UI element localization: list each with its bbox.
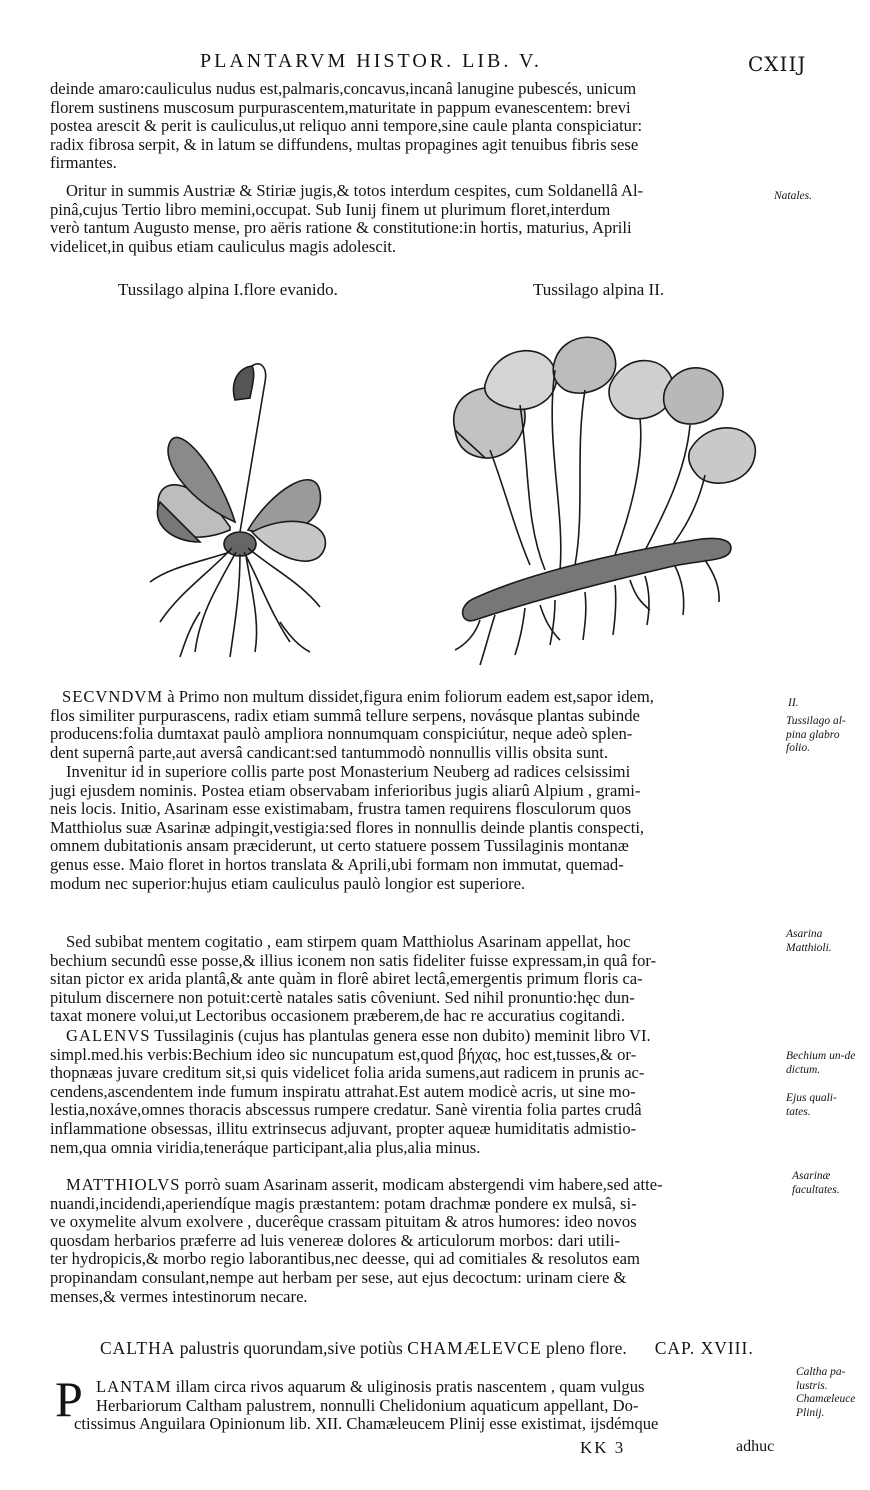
- text-line: Invenitur id in superiore collis parte post Monasterium Neuberg ad radices celsissimi: [66, 762, 631, 781]
- page-header: [200, 50, 807, 82]
- text-line: [50, 1027, 785, 1046]
- lead-word: GALENVS: [66, 1026, 151, 1045]
- paragraph-1: [50, 80, 785, 173]
- text-span: porrò suam Asarinam asserit, modicam abstergendi vim habere,sed atte-: [180, 1175, 663, 1194]
- text-line: cendens,ascendentem inde fumum inspiratu attrahat.Est autem modicè acris, ut sine mo-: [50, 1081, 636, 1101]
- margin-note-caltha-palustris: Caltha pa-lustris. Chamæleuce Plinij.: [796, 1366, 856, 1419]
- text-line: dent supernâ parte,aut aversâ candicant:sed tantummodò nonnullis villis obsita sunt.: [50, 742, 609, 762]
- heading-chamaeleuce: CHAMÆLEVCE: [407, 1338, 542, 1358]
- text-line: ter hydropicis,& morbo regio laborantibus,nec deesse, qui ad comitiales & resolutos eam: [50, 1249, 640, 1269]
- text-line: [96, 1378, 786, 1397]
- text-line: verò tantum Augusto mense, pro aëris ratione & constitutione:in hortis, maturius, Aprili: [50, 218, 632, 238]
- text-line: florem sustinens muscosum purpurascentem,maturitate in pappum evanescentem: brevi: [50, 97, 631, 117]
- lead-word: LANTAM: [96, 1377, 172, 1396]
- text-line: omnem dubitationis ansam præciderunt, ut certo statuere possem Tussilaginis montanæ: [50, 836, 629, 856]
- text-line: thopnæas juvare creditum sit,si quis videlicet folia arida sumens,aut radicem in prunis ac-: [50, 1063, 645, 1083]
- figure-tussilago-alpina-ii: [435, 330, 770, 670]
- text-span: à Primo non multum dissidet,figura enim foliorum eadem est,sapor idem,: [163, 687, 654, 706]
- text-line: simpl.med.his verbis:Bechium ideo sic nuncupatum est,quod βήχας, hoc est,tusses,& or-: [50, 1044, 637, 1064]
- margin-note-bechium: Bechium un-de dictum.: [786, 1050, 856, 1076]
- text-line: inflammatione obsessas, illitu extrinsecus adjuvant, propter aqueæ humiditatis admistio-: [50, 1118, 637, 1138]
- text-span: illam circa rivos aquarum & uliginosis pratis nascentem , quam vulgus: [171, 1377, 645, 1396]
- paragraph-6: [50, 1027, 785, 1157]
- text-line: [50, 688, 785, 707]
- text-span: Tussilaginis (cujus has plantulas genera esse non dubito) meminit libro VI.: [150, 1026, 651, 1045]
- text-line: firmantes.: [50, 153, 117, 173]
- heading-mid: palustris quorundam,sive potiùs: [175, 1338, 408, 1358]
- text-line: lestia,noxáve,omnes thoracis abscessus rumpere credatur. Sanè virentia folia partes crudâ: [50, 1100, 642, 1120]
- text-line: ctissimus Anguilara Opinionum lib. XII. Chamæleucem Plinij esse existimat, ijsdémque: [74, 1414, 659, 1434]
- text-line: genus esse. Maio floret in hortos translata & Aprili,ubi formam non immutat, quemad-: [50, 854, 624, 874]
- text-line: neis locis. Initio, Asarinam esse existimabam, frustra tamen requirens flosculorum quos: [50, 799, 632, 819]
- paragraph-4: [50, 763, 785, 893]
- text-line: jugi ejusdem nominis. Postea etiam observabam inferioribus jugis aliarû Alpium , grami-: [50, 780, 641, 800]
- text-line: modum nec superior:hujus etiam cauliculus paulò longior est superiore.: [50, 873, 526, 893]
- text-line: menses,& vermes intestinorum necare.: [50, 1286, 308, 1306]
- text-line: nuandi,incidendi,aperiendíque magis præstantem: potam drachmæ pondere ex mulsâ, si-: [50, 1193, 637, 1213]
- chapter-heading: [100, 1338, 754, 1359]
- figure-caption-left: Tussilago alpina I.flore evanido.: [118, 280, 338, 299]
- heading-caltha: CALTHA: [100, 1338, 176, 1358]
- text-line: radix fibrosa serpit, & in latum se diffundens, multas propagines agit tenuibus fibris sese: [50, 134, 639, 154]
- text-line: Oritur in summis Austriæ & Stiriæ jugis,& totos interdum cespites, cum Soldanellâ Al-: [66, 181, 644, 200]
- text-line: deinde amaro:cauliculus nudus est,palmaris,concavus,incanâ lanugine pubescés, unicum: [50, 79, 637, 98]
- text-line: producens:folia dumtaxat paulò ampliora nonnumquam conspiciútur, neque adeò splen-: [50, 724, 633, 744]
- margin-note-ii-number: II.: [788, 697, 799, 709]
- paragraph-5: [50, 933, 785, 1026]
- heading-end: pleno flore.: [541, 1338, 627, 1358]
- margin-note-asarina-matthioli: Asarina Matthioli.: [786, 928, 832, 954]
- paragraph-7: [50, 1176, 785, 1306]
- text-line: postea arescit & perit is cauliculus,ut reliquo anni tempore,sine caule planta conspiciatur:: [50, 116, 643, 136]
- lead-word: SECVNDVM: [62, 687, 164, 706]
- text-line: Herbariorum Caltham palustrem, nonnulli Chelidonium aquaticum appellant, Do-: [96, 1395, 639, 1415]
- text-line: videlicet,in quibus etiam cauliculus magis adolescit.: [50, 236, 397, 256]
- text-line: bechium secundû esse posse,& illius iconem non satis fideliter fuisse expressam,in quâ for-: [50, 950, 657, 970]
- margin-note-ejus-qualitates: Ejus quali-tates.: [786, 1092, 837, 1118]
- paragraph-2: [50, 182, 785, 256]
- text-line: Sed subibat mentem cogitatio , eam stirpem quam Matthiolus Asarinam appellat, hoc: [66, 932, 631, 951]
- figure-caption-right: Tussilago alpina II.: [533, 280, 665, 299]
- text-line: [50, 1176, 785, 1195]
- paragraph-3: [50, 688, 785, 762]
- running-head: PLANTARVM HISTOR. LIB. V.: [200, 50, 542, 72]
- page-number: CXIIJ: [748, 52, 807, 76]
- text-line: quosdam herbarios præferre ad luis venereæ dolores & articulorum morbos: dari utili-: [50, 1230, 621, 1250]
- text-line: pitulum discernere non potuit:certè natales satis côveniunt. Sed nihil pronuntio:hęc dun-: [50, 987, 635, 1007]
- drop-cap: P: [55, 1371, 83, 1427]
- text-line: pinâ,cujus Tertio libro memini,occupat. Sub Iunij finem ut plurimum floret,interdum: [50, 199, 611, 219]
- margin-note-ii: Tussilago al-pina glabro folio.: [786, 715, 846, 754]
- margin-note-asarinae-facultates: Asarinæ facultates.: [792, 1170, 840, 1196]
- text-line: nem,qua omnia viridia,teneráque participant,alia plus,alia minus.: [50, 1137, 481, 1157]
- text-line: taxat monere volui,ut Lectoribus occasionem præberem,de hac re accuratius cogitandi.: [50, 1006, 626, 1026]
- text-line: propinandam consulant,nempe aut herbam per sese, aut ejus decoctum: urinam ciere &: [50, 1267, 627, 1287]
- signature-mark: KK 3: [580, 1438, 626, 1457]
- lead-word: MATTHIOLVS: [66, 1175, 181, 1194]
- paragraph-8: [74, 1377, 786, 1434]
- figure-tussilago-alpina-i: [140, 352, 340, 662]
- catchword: adhuc: [736, 1438, 775, 1455]
- text-line: ve oxymelite alvum exolvere , ducerêque crassam pituitam & atros humores: ideo novos: [50, 1212, 637, 1232]
- chapter-number: CAP. XVIII.: [654, 1338, 754, 1358]
- text-line: flos similiter purpurascens, radix etiam summâ tellure serpens, novásque plantas subinde: [50, 705, 640, 725]
- text-line: Matthiolus suæ Asarinæ adpingit,vestigia:sed flores in nonnullis deinde plantis conspecti,: [50, 817, 645, 837]
- margin-note-natales: Natales.: [774, 190, 813, 202]
- text-line: sitan pictor ex arida plantâ,& ante quàm in florê abiret lectâ,emergentis primum floris ca-: [50, 969, 643, 989]
